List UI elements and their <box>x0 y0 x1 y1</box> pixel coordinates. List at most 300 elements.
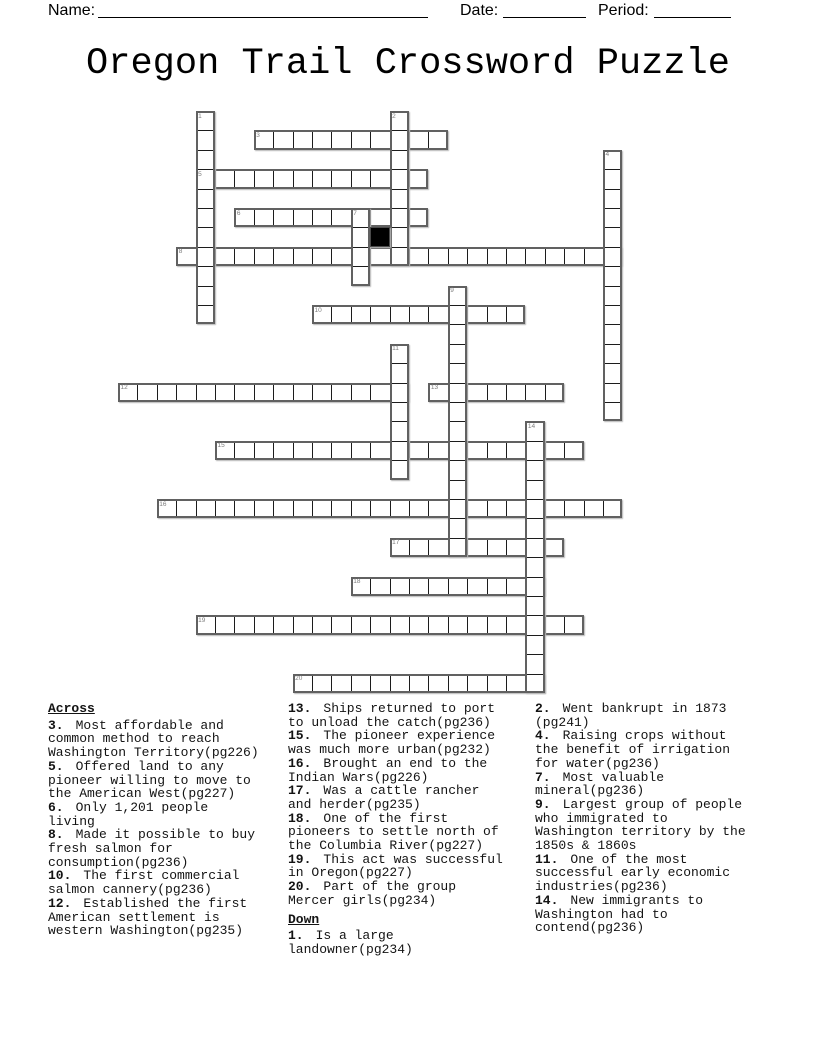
cell-divider <box>215 617 216 632</box>
cell-divider <box>428 249 429 264</box>
cell-divider <box>428 443 429 458</box>
clue-number: 11. <box>535 851 559 867</box>
cell-divider <box>215 501 216 516</box>
cell-divider <box>605 286 620 287</box>
cell-divider <box>487 307 488 322</box>
cell-divider <box>370 171 371 186</box>
word-down-11 <box>390 344 409 480</box>
cell-divider <box>234 501 235 516</box>
date-blank <box>503 2 586 18</box>
cell-divider <box>370 307 371 322</box>
cell-divider <box>450 344 465 345</box>
clue-number: 19. <box>288 851 312 867</box>
cell-divider <box>331 443 332 458</box>
cell-divider <box>487 385 488 400</box>
cell-divider <box>409 617 410 632</box>
cell-divider <box>428 501 429 516</box>
cell-divider <box>428 617 429 632</box>
cell-divider <box>293 249 294 264</box>
cell-divider <box>527 635 542 636</box>
cell-divider <box>450 421 465 422</box>
cell-divider <box>487 443 488 458</box>
puzzle-title: Oregon Trail Crossword Puzzle <box>86 43 730 85</box>
cell-divider <box>196 501 197 516</box>
cell-divider <box>450 480 465 481</box>
clue-column-2 <box>288 702 506 957</box>
cell-divider <box>584 249 585 264</box>
cell-divider <box>293 617 294 632</box>
cell-divider <box>392 150 407 151</box>
cell-divider <box>545 443 546 458</box>
cell-divider <box>545 617 546 632</box>
cell-divider <box>605 227 620 228</box>
cell-divider <box>254 443 255 458</box>
cell-divider <box>527 460 542 461</box>
cell-number: 10 <box>314 306 322 314</box>
cell-divider <box>506 540 507 555</box>
cell-divider <box>564 249 565 264</box>
clue-across-20: 20. Part of the group Mercer girls(pg234) <box>288 879 457 908</box>
cell-number: 16 <box>159 500 167 508</box>
cell-divider <box>605 383 620 384</box>
cell-divider <box>584 501 585 516</box>
cell-divider <box>215 385 216 400</box>
clue-number: 13. <box>288 701 312 716</box>
clue-number: 3. <box>48 717 64 733</box>
cell-divider <box>351 307 352 322</box>
clue-across-6: 6. Only 1,201 people living <box>48 799 209 829</box>
word-down-2 <box>390 111 409 266</box>
cell-divider <box>450 324 465 325</box>
word-across-3 <box>254 130 448 149</box>
cell-divider <box>409 171 410 186</box>
cell-divider <box>409 249 410 264</box>
cell-divider <box>506 676 507 691</box>
cell-divider <box>312 132 313 147</box>
cell-divider <box>605 402 620 403</box>
cell-divider <box>312 249 313 264</box>
cell-divider <box>370 443 371 458</box>
cell-divider <box>351 617 352 632</box>
cell-divider <box>527 577 542 578</box>
cell-divider <box>196 385 197 400</box>
cell-number: 8 <box>178 248 183 256</box>
cell-divider <box>370 385 371 400</box>
cell-divider <box>390 676 391 691</box>
cell-divider <box>293 210 294 225</box>
cell-divider <box>527 557 542 558</box>
cell-divider <box>392 460 407 461</box>
clue-column-3 <box>535 702 749 935</box>
cell-divider <box>409 579 410 594</box>
cell-divider <box>353 227 368 228</box>
cell-divider <box>605 189 620 190</box>
cell-divider <box>254 617 255 632</box>
clue-across-13: 13. Ships returned to port to unload the catch(pg236) <box>288 701 496 730</box>
word-across-10 <box>312 305 525 324</box>
cell-divider <box>487 617 488 632</box>
cell-divider <box>428 540 429 555</box>
cell-number: 2 <box>392 112 396 120</box>
cell-divider <box>331 385 332 400</box>
cell-divider <box>176 385 177 400</box>
cell-divider <box>312 443 313 458</box>
cell-divider <box>198 150 213 151</box>
cell-divider <box>198 286 213 287</box>
cell-divider <box>331 210 332 225</box>
cell-divider <box>467 307 468 322</box>
cell-divider <box>273 249 274 264</box>
cell-divider <box>450 499 465 500</box>
cell-divider <box>467 579 468 594</box>
cell-divider <box>527 518 542 519</box>
cell-divider <box>527 674 542 675</box>
clue-across-3: 3. Most affordable and common method to reach Washington Territory(pg226) <box>48 717 259 761</box>
cell-divider <box>331 307 332 322</box>
word-down-4 <box>603 150 622 422</box>
cell-divider <box>390 579 391 594</box>
cell-divider <box>273 617 274 632</box>
cell-divider <box>390 617 391 632</box>
name-label: Name: <box>48 2 96 19</box>
cell-number: 11 <box>392 345 399 353</box>
cell-divider <box>254 249 255 264</box>
cell-divider <box>312 210 313 225</box>
cell-divider <box>198 189 213 190</box>
word-across-12 <box>118 383 409 402</box>
cell-divider <box>448 579 449 594</box>
cell-divider <box>370 210 371 225</box>
cell-divider <box>331 171 332 186</box>
clue-number: 7. <box>535 769 551 785</box>
cell-number: 15 <box>217 442 225 450</box>
clue-number: 17. <box>288 783 312 799</box>
cell-divider <box>409 540 410 555</box>
cell-divider <box>312 171 313 186</box>
cell-divider <box>234 443 235 458</box>
cell-divider <box>331 501 332 516</box>
word-down-9 <box>448 286 467 558</box>
cell-divider <box>254 385 255 400</box>
cell-divider <box>605 305 620 306</box>
clue-across-18: 18. One of the first pioneers to settle north of the Columbia River(pg227) <box>288 810 499 854</box>
cell-divider <box>293 132 294 147</box>
cell-divider <box>564 501 565 516</box>
cell-divider <box>293 171 294 186</box>
clue-number: 5. <box>48 758 64 774</box>
cell-divider <box>448 676 449 691</box>
cell-divider <box>409 676 410 691</box>
clue-down-1: 1. Is a large landowner(pg234) <box>288 928 413 957</box>
cell-divider <box>545 249 546 264</box>
clue-across-15: 15. The pioneer experience was much more urban(pg232) <box>288 728 496 758</box>
cell-number: 1 <box>198 112 202 120</box>
cell-divider <box>137 385 138 400</box>
cell-divider <box>392 383 407 384</box>
cell-divider <box>409 307 410 322</box>
cell-divider <box>506 617 507 632</box>
clue-number: 6. <box>48 799 64 815</box>
cell-divider <box>450 363 465 364</box>
clue-number: 20. <box>288 879 312 895</box>
cell-divider <box>293 385 294 400</box>
cell-divider <box>467 617 468 632</box>
clue-across-12: 12. Established the first American settlement is western Washington(pg235) <box>48 895 248 939</box>
cell-divider <box>273 132 274 147</box>
cell-number: 5 <box>198 170 202 178</box>
clue-number: 14. <box>535 892 559 908</box>
cell-divider <box>198 227 213 228</box>
cell-divider <box>370 579 371 594</box>
cell-divider <box>409 132 410 147</box>
cell-divider <box>506 579 507 594</box>
clue-down-4: 4. Raising crops without the benefit of irrigation for water(pg236) <box>535 728 731 771</box>
cell-divider <box>467 443 468 458</box>
cell-divider <box>351 171 352 186</box>
cell-divider <box>428 676 429 691</box>
date-label: Date: <box>460 2 499 19</box>
clue-number: 9. <box>535 796 551 812</box>
cell-divider <box>390 501 391 516</box>
clue-number: 18. <box>288 810 312 826</box>
cell-divider <box>428 579 429 594</box>
cell-divider <box>467 540 468 555</box>
cell-divider <box>392 208 407 209</box>
cell-divider <box>450 460 465 461</box>
cell-divider <box>273 501 274 516</box>
cell-divider <box>234 385 235 400</box>
clues-heading-across: Across <box>48 701 95 716</box>
cell-divider <box>605 324 620 325</box>
clue-number: 12. <box>48 895 72 911</box>
cell-divider <box>331 249 332 264</box>
cell-divider <box>409 443 410 458</box>
clue-number: 4. <box>535 728 551 744</box>
cell-divider <box>215 171 216 186</box>
cell-divider <box>525 385 526 400</box>
cell-divider <box>450 383 465 384</box>
cell-divider <box>370 132 371 147</box>
cell-divider <box>273 385 274 400</box>
cell-divider <box>467 676 468 691</box>
cell-divider <box>506 307 507 322</box>
cell-number: 17 <box>392 539 400 547</box>
clue-across-16: 16. Brought an end to the Indian Wars(pg226) <box>288 755 488 785</box>
name-blank <box>98 2 428 18</box>
cell-divider <box>234 171 235 186</box>
cell-divider <box>527 480 542 481</box>
cell-divider <box>198 305 213 306</box>
clue-column-1 <box>48 702 261 938</box>
cell-divider <box>545 540 546 555</box>
cell-divider <box>392 402 407 403</box>
clue-number: 15. <box>288 728 312 744</box>
cell-divider <box>527 499 542 500</box>
cell-divider <box>293 443 294 458</box>
word-down-7 <box>351 208 370 286</box>
cell-divider <box>487 540 488 555</box>
cell-divider <box>312 501 313 516</box>
cell-divider <box>176 501 177 516</box>
clue-number: 2. <box>535 701 551 716</box>
cell-divider <box>273 171 274 186</box>
clue-number: 10. <box>48 868 72 884</box>
word-down-14 <box>525 421 544 693</box>
cell-divider <box>605 208 620 209</box>
clue-across-19: 19. This act was successful in Oregon(pg227) <box>288 851 503 881</box>
cell-divider <box>467 385 468 400</box>
cell-divider <box>545 385 546 400</box>
cell-divider <box>467 249 468 264</box>
clues-heading-down: Down <box>288 911 320 927</box>
cell-divider <box>370 501 371 516</box>
cell-divider <box>351 443 352 458</box>
cell-number: 18 <box>353 578 361 586</box>
cell-divider <box>198 130 213 131</box>
cell-divider <box>254 210 255 225</box>
cell-divider <box>605 266 620 267</box>
cell-divider <box>392 421 407 422</box>
cell-divider <box>409 501 410 516</box>
clue-across-10: 10. The first commercial salmon cannery(pg236) <box>48 868 240 898</box>
cell-divider <box>428 307 429 322</box>
cell-divider <box>198 247 213 248</box>
cell-divider <box>370 617 371 632</box>
cell-divider <box>487 501 488 516</box>
word-across-16 <box>157 499 623 518</box>
cell-divider <box>450 402 465 403</box>
cell-divider <box>448 249 449 264</box>
cell-number: 7 <box>353 209 357 217</box>
cell-number: 14 <box>527 422 536 430</box>
cell-divider <box>605 363 620 364</box>
crossword-grid <box>118 111 624 694</box>
cell-number: 4 <box>605 151 610 159</box>
cell-divider <box>487 249 488 264</box>
cell-divider <box>525 249 526 264</box>
clue-across-5: 5. Offered land to any pioneer willing to move to the American West(pg227) <box>48 758 251 802</box>
cell-divider <box>506 443 507 458</box>
cell-divider <box>392 247 407 248</box>
cell-divider <box>370 676 371 691</box>
cell-divider <box>450 538 465 539</box>
cell-divider <box>428 132 429 147</box>
cell-divider <box>527 654 542 655</box>
cell-divider <box>450 441 465 442</box>
period-blank <box>654 2 731 18</box>
period-label: Period: <box>598 2 649 19</box>
cell-divider <box>370 249 371 264</box>
cell-divider <box>392 189 407 190</box>
cell-number: 6 <box>236 209 241 217</box>
cell-divider <box>409 210 410 225</box>
cell-divider <box>392 169 407 170</box>
cell-divider <box>273 443 274 458</box>
cell-divider <box>392 130 407 131</box>
clue-across-8: 8. Made it possible to buy fresh salmon for consumption(pg236) <box>48 827 256 870</box>
cell-divider <box>527 596 542 597</box>
cell-divider <box>198 208 213 209</box>
cell-divider <box>545 501 546 516</box>
cell-divider <box>448 617 449 632</box>
cell-divider <box>487 579 488 594</box>
cell-divider <box>234 617 235 632</box>
cell-divider <box>273 210 274 225</box>
clue-down-14: 14. New immigrants to Washington had to contend(pg236) <box>535 892 704 936</box>
clue-across-17: 17. Was a cattle rancher and herder(pg235) <box>288 783 480 812</box>
cell-divider <box>487 676 488 691</box>
cell-divider <box>157 385 158 400</box>
cell-divider <box>353 247 368 248</box>
word-across-18 <box>351 577 545 596</box>
cell-number: 19 <box>198 616 206 624</box>
cell-number: 13 <box>430 384 439 392</box>
cell-divider <box>450 518 465 519</box>
clue-down-2: 2. Went bankrupt in 1873 (pg241) <box>535 701 727 730</box>
clue-number: 16. <box>288 755 312 771</box>
cell-divider <box>564 617 565 632</box>
cell-divider <box>353 266 368 267</box>
clue-down-7: 7. Most valuable mineral(pg236) <box>535 769 665 799</box>
clue-down-9: 9. Largest group of people who immigrated to Washington territory by the 1850s & 1860s <box>535 796 746 854</box>
cell-divider <box>215 249 216 264</box>
cell-divider <box>390 307 391 322</box>
cell-divider <box>312 676 313 691</box>
cell-divider <box>351 132 352 147</box>
cell-number: 3 <box>256 131 260 139</box>
cell-divider <box>392 363 407 364</box>
cell-number: 12 <box>120 384 128 392</box>
cell-divider <box>527 615 542 616</box>
cell-divider <box>351 385 352 400</box>
cell-divider <box>450 305 465 306</box>
cell-divider <box>293 501 294 516</box>
black-cell <box>370 227 389 246</box>
cell-divider <box>605 344 620 345</box>
cell-number: 9 <box>450 287 454 295</box>
cell-divider <box>331 132 332 147</box>
cell-number: 20 <box>295 675 303 683</box>
cell-divider <box>506 501 507 516</box>
cell-divider <box>234 249 235 264</box>
cell-divider <box>198 266 213 267</box>
cell-divider <box>331 617 332 632</box>
cell-divider <box>254 501 255 516</box>
word-across-20 <box>293 674 545 693</box>
cell-divider <box>351 501 352 516</box>
cell-divider <box>527 441 542 442</box>
cell-divider <box>392 441 407 442</box>
word-down-1 <box>196 111 215 324</box>
cell-divider <box>506 385 507 400</box>
cell-divider <box>603 501 604 516</box>
cell-divider <box>467 501 468 516</box>
cell-divider <box>331 676 332 691</box>
cell-divider <box>392 227 407 228</box>
cell-divider <box>312 385 313 400</box>
cell-divider <box>312 617 313 632</box>
cell-divider <box>506 249 507 264</box>
cell-divider <box>605 169 620 170</box>
cell-divider <box>527 538 542 539</box>
clue-down-11: 11. One of the most successful early economic industries(pg236) <box>535 851 731 895</box>
cell-divider <box>254 171 255 186</box>
clue-number: 8. <box>48 827 64 843</box>
cell-divider <box>605 247 620 248</box>
cell-divider <box>351 676 352 691</box>
clue-number: 1. <box>288 928 304 944</box>
cell-divider <box>564 443 565 458</box>
